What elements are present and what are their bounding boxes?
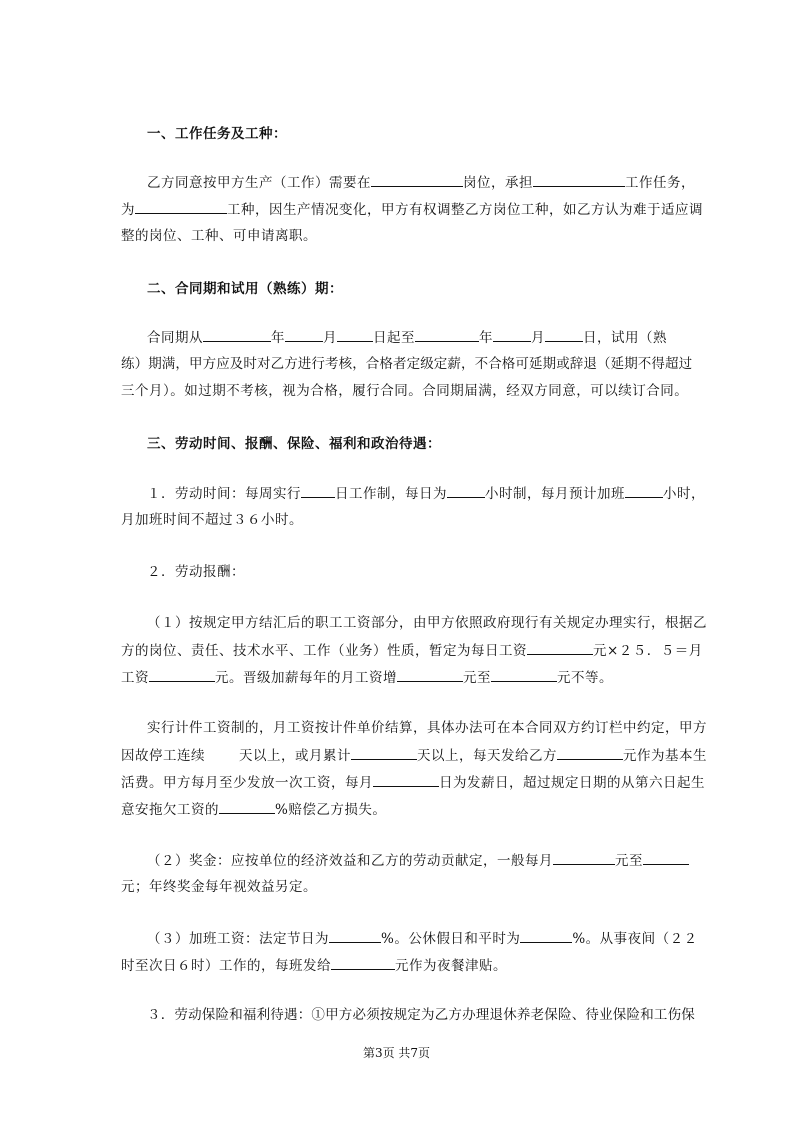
blank-field <box>553 850 615 865</box>
blank-field <box>625 483 663 498</box>
blank-field <box>415 327 479 342</box>
paragraph-line: （２）奖金：应按单位的经济效益和乙方的劳动贡献定，一般每月 元至 <box>147 850 689 871</box>
paragraph-line: 月加班时间不超过３６小时。 <box>121 512 303 528</box>
paragraph-line: 乙方同意按甲方生产（工作）需要在 岗位，承担 工作任务， <box>147 172 695 193</box>
blank-field <box>520 928 572 943</box>
section-heading-3: 三、劳动时间、报酬、保险、福利和政治待遇： <box>147 436 441 452</box>
paragraph-line: 为 工种，因生产情况变化，甲方有权调整乙方岗位工种，如乙方认为难于适应调 <box>121 199 703 220</box>
paragraph-line: 工资 元。晋级加薪每年的月工资增 元至 元不等。 <box>121 667 613 688</box>
blank-field <box>557 745 623 760</box>
section-heading-2: 二、合同期和试用（熟练）期： <box>147 281 343 297</box>
page-number-footer: 第3页 共7页 <box>362 1046 431 1060</box>
paragraph-line: 方的岗位、责任、技术水平、工作（业务）性质，暂定为每日工资 元×２５．５＝月 <box>121 640 703 661</box>
blank-field <box>135 199 227 214</box>
blank-field <box>397 667 463 682</box>
blank-field <box>203 327 271 342</box>
blank-field <box>533 172 625 187</box>
blank-field <box>493 327 531 342</box>
blank-field <box>643 850 689 865</box>
blank-field <box>149 667 215 682</box>
paragraph-line: 元；年终奖金每年视效益另定。 <box>121 879 317 895</box>
paragraph-line: （１）按规定甲方结汇后的职工工资部分，由甲方依照政府现行有关规定办理实行，根据乙 <box>147 615 707 631</box>
blank-field <box>447 483 485 498</box>
paragraph-line: 合同期从 年 月 日起至 年 月 日，试用（熟 <box>147 327 667 348</box>
blank-field <box>527 640 593 655</box>
paragraph-line: 练）期满，甲方应及时对乙方进行考核，合格者定级定薪，不合格可延期或辞退（延期不得超过 <box>121 356 693 372</box>
blank-field <box>285 327 323 342</box>
blank-field <box>545 327 583 342</box>
blank-field <box>301 483 335 498</box>
paragraph-line: 意安拖欠工资的 %赔偿乙方损失。 <box>121 799 386 820</box>
blank-field <box>371 172 463 187</box>
blank-field <box>351 745 417 760</box>
paragraph-line: （３）加班工资：法定节日为 %。公休假日和平时为 %。从事夜间（２２ <box>147 928 698 949</box>
paragraph-line: １．劳动时间：每周实行 日工作制，每日为 小时制，每月预计加班 小时， <box>147 483 705 504</box>
blank-field <box>491 667 557 682</box>
blank-field <box>329 928 381 943</box>
paragraph-line: 整的岗位、工种、可申请离职。 <box>121 228 317 244</box>
paragraph-line: 时至次日６时）工作的，每班发给 元作为夜餐津贴。 <box>121 955 507 976</box>
paragraph-line: ３．劳动保险和福利待遇：①甲方必须按规定为乙方办理退休养老保险、待业保险和工伤保 <box>147 1007 695 1023</box>
paragraph-line: 因故停工连续 天以上，或月累计 天以上，每天发给乙方 元作为基本生 <box>121 745 707 766</box>
paragraph-line: 实行计件工资制的，月工资按计件单价结算，具体办法可在本合同双方约订栏中约定，甲方 <box>147 720 707 736</box>
blank-field <box>219 799 275 814</box>
section-heading-1: 一、工作任务及工种： <box>147 126 287 142</box>
paragraph-line: ２．劳动报酬： <box>147 564 245 580</box>
blank-field <box>331 955 395 970</box>
blank-field <box>373 772 439 787</box>
blank-field <box>337 327 373 342</box>
paragraph-line: 三个月）。如过期不考核，视为合格，履行合同。合同期届满，经双方同意，可以续订合同。 <box>121 383 689 399</box>
paragraph-line: 活费。甲方每月至少发放一次工资，每月 日为发薪日，超过规定日期的从第六日起生 <box>121 772 705 793</box>
